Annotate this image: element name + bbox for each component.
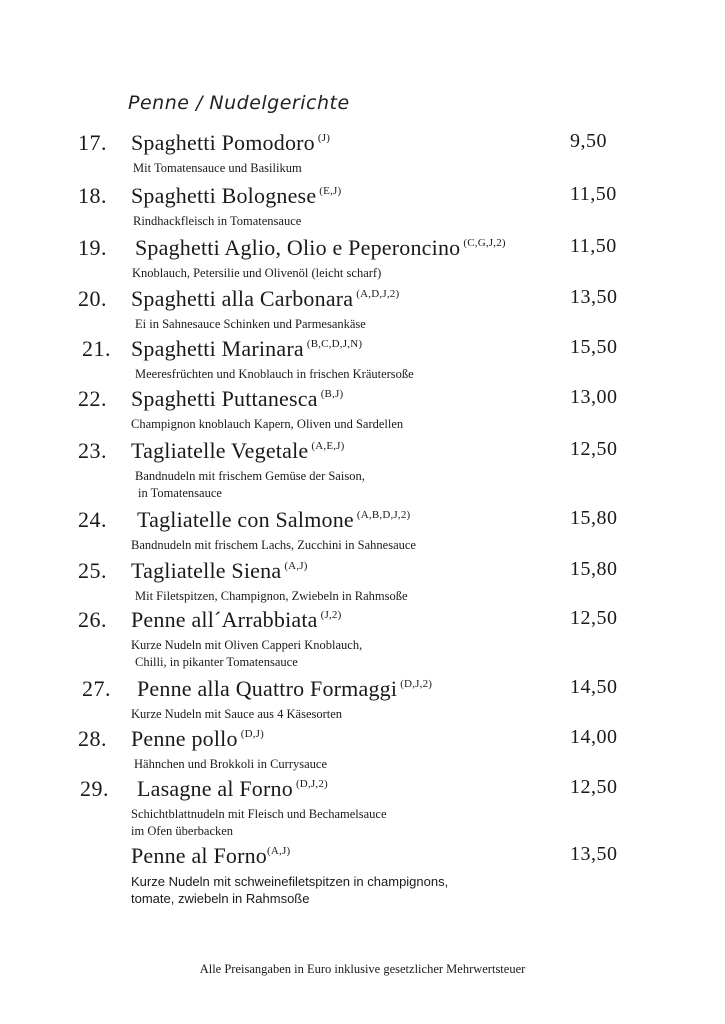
description-line: Bandnudeln mit frischem Lachs, Zucchini in Sahnesauce xyxy=(131,538,416,552)
item-name xyxy=(131,607,342,633)
dish-name: Tagliatelle con Salmone xyxy=(137,507,354,532)
description-line: Champignon knoblauch Kapern, Oliven und Sardellen xyxy=(131,417,404,431)
description-line: Chilli, in pikanter Tomatensauce xyxy=(135,655,298,669)
allergen-codes: (D,J,2) xyxy=(295,778,328,790)
item-number: 20. xyxy=(78,286,107,311)
description-line: Mit Tomatensauce und Basilikum xyxy=(133,161,302,175)
item-description xyxy=(131,806,387,840)
item-description xyxy=(135,316,366,333)
item-price: 12,50 xyxy=(570,438,618,460)
dish-name: Spaghetti alla Carbonara xyxy=(131,286,354,311)
item-name xyxy=(131,558,308,584)
item-number: 23. xyxy=(78,438,107,463)
item-description xyxy=(131,537,416,554)
item-number: 27. xyxy=(82,676,111,701)
item-number: 19. xyxy=(78,235,107,260)
item-name xyxy=(135,235,506,261)
item-number: 21. xyxy=(82,336,111,361)
dish-name: Spaghetti Bolognese xyxy=(131,183,317,208)
item-description xyxy=(135,366,414,383)
description-line: im Ofen überbacken xyxy=(131,824,234,838)
dish-name: Penne alla Quattro Formaggi xyxy=(137,676,398,701)
item-price: 11,50 xyxy=(570,183,617,205)
description-line: Bandnudeln mit frischem Gemüse der Saison, xyxy=(135,469,365,483)
item-number: 29. xyxy=(80,776,109,801)
dish-name: Lasagne al Forno xyxy=(137,776,293,801)
allergen-codes: (J) xyxy=(317,132,331,144)
item-name xyxy=(137,507,410,533)
description-line: Ei in Sahnesauce Schinken und Parmesankäse xyxy=(135,317,366,331)
item-number: 28. xyxy=(78,726,107,751)
item-name xyxy=(131,386,343,412)
item-price: 13,50 xyxy=(570,286,618,308)
dish-name: Penne pollo xyxy=(131,726,238,751)
price-disclaimer: Alle Preisangaben in Euro inklusive gesetzlicher Mehrwertsteuer xyxy=(199,962,526,976)
dish-name: Spaghetti Aglio, Olio e Peperoncino xyxy=(135,235,461,260)
item-name xyxy=(131,843,290,869)
description-line: Schichtblattnudeln mit Fleisch und Bechamelsauce xyxy=(131,807,387,821)
item-name xyxy=(137,676,432,702)
item-name xyxy=(131,726,264,752)
item-number: 24. xyxy=(78,507,107,532)
item-price: 13,50 xyxy=(570,843,618,865)
dish-name: Penne all´Arrabbiata xyxy=(131,607,318,632)
dish-name: Tagliatelle Vegetale xyxy=(131,438,309,463)
item-price: 15,80 xyxy=(570,507,618,529)
item-description xyxy=(135,588,408,605)
allergen-codes: (B,C,D,J,N) xyxy=(306,338,363,350)
item-price: 9,50 xyxy=(570,130,607,152)
item-price: 13,00 xyxy=(570,386,618,408)
item-price: 12,50 xyxy=(570,607,618,629)
item-price: 15,50 xyxy=(570,336,618,358)
allergen-codes: (A,J) xyxy=(284,560,308,572)
allergen-codes: (A,B,D,J,2) xyxy=(356,509,411,521)
item-number: 25. xyxy=(78,558,107,583)
item-name xyxy=(131,183,341,209)
item-name xyxy=(131,130,330,156)
item-price: 11,50 xyxy=(570,235,617,257)
item-number: 18. xyxy=(78,183,107,208)
dish-name: Tagliatelle Siena xyxy=(131,558,282,583)
description-line: Kurze Nudeln mit Sauce aus 4 Käsesorten xyxy=(131,707,343,721)
dish-name: Spaghetti Pomodoro xyxy=(131,130,315,155)
description-line: in Tomatensauce xyxy=(138,486,222,500)
allergen-codes: (B,J) xyxy=(320,388,344,400)
allergen-codes: (E,J) xyxy=(319,185,342,197)
item-description xyxy=(133,213,301,230)
item-price: 14,00 xyxy=(570,726,618,748)
item-description xyxy=(135,468,365,502)
item-description xyxy=(133,160,302,177)
item-description xyxy=(132,265,381,282)
item-number: 22. xyxy=(78,386,107,411)
allergen-codes: (A,J) xyxy=(267,845,291,857)
item-description xyxy=(131,637,362,671)
dish-name: Penne al Forno xyxy=(131,843,268,868)
description-line: Kurze Nudeln mit schweinefiletspitzen in champignons, xyxy=(131,874,449,889)
description-line: Hähnchen und Brokkoli in Currysauce xyxy=(134,757,328,771)
description-line: Mit Filetspitzen, Champignon, Zwiebeln in Rahmsoße xyxy=(135,589,408,603)
item-price: 12,50 xyxy=(570,776,618,798)
item-name xyxy=(131,286,399,312)
section-title: Penne / Nudelgerichte xyxy=(128,92,350,114)
item-name xyxy=(137,776,328,802)
allergen-codes: (D,J) xyxy=(240,728,265,740)
item-description xyxy=(131,706,342,723)
allergen-codes: (J,2) xyxy=(320,609,342,621)
item-price: 15,80 xyxy=(570,558,618,580)
allergen-codes: (C,G,J,2) xyxy=(463,237,506,249)
description-line: tomate, zwiebeln in Rahmsoße xyxy=(131,891,310,906)
item-number: 26. xyxy=(78,607,107,632)
dish-name: Spaghetti Puttanesca xyxy=(131,386,318,411)
allergen-codes: (A,E,J) xyxy=(311,440,345,452)
item-description xyxy=(131,416,403,433)
item-price: 14,50 xyxy=(570,676,618,698)
item-description xyxy=(134,756,327,773)
description-line: Meeresfrüchten und Knoblauch in frischen Kräutersoße xyxy=(135,367,414,381)
item-number: 17. xyxy=(78,130,107,155)
description-line: Rindhackfleisch in Tomatensauce xyxy=(133,214,302,228)
allergen-codes: (A,D,J,2) xyxy=(356,288,400,300)
description-line: Knoblauch, Petersilie und Olivenöl (leicht scharf) xyxy=(132,266,382,280)
item-name xyxy=(131,438,345,464)
item-description xyxy=(131,873,448,907)
allergen-codes: (D,J,2) xyxy=(400,678,433,690)
description-line: Kurze Nudeln mit Oliven Capperi Knoblauch, xyxy=(131,638,363,652)
item-name xyxy=(131,336,362,362)
dish-name: Spaghetti Marinara xyxy=(131,336,304,361)
